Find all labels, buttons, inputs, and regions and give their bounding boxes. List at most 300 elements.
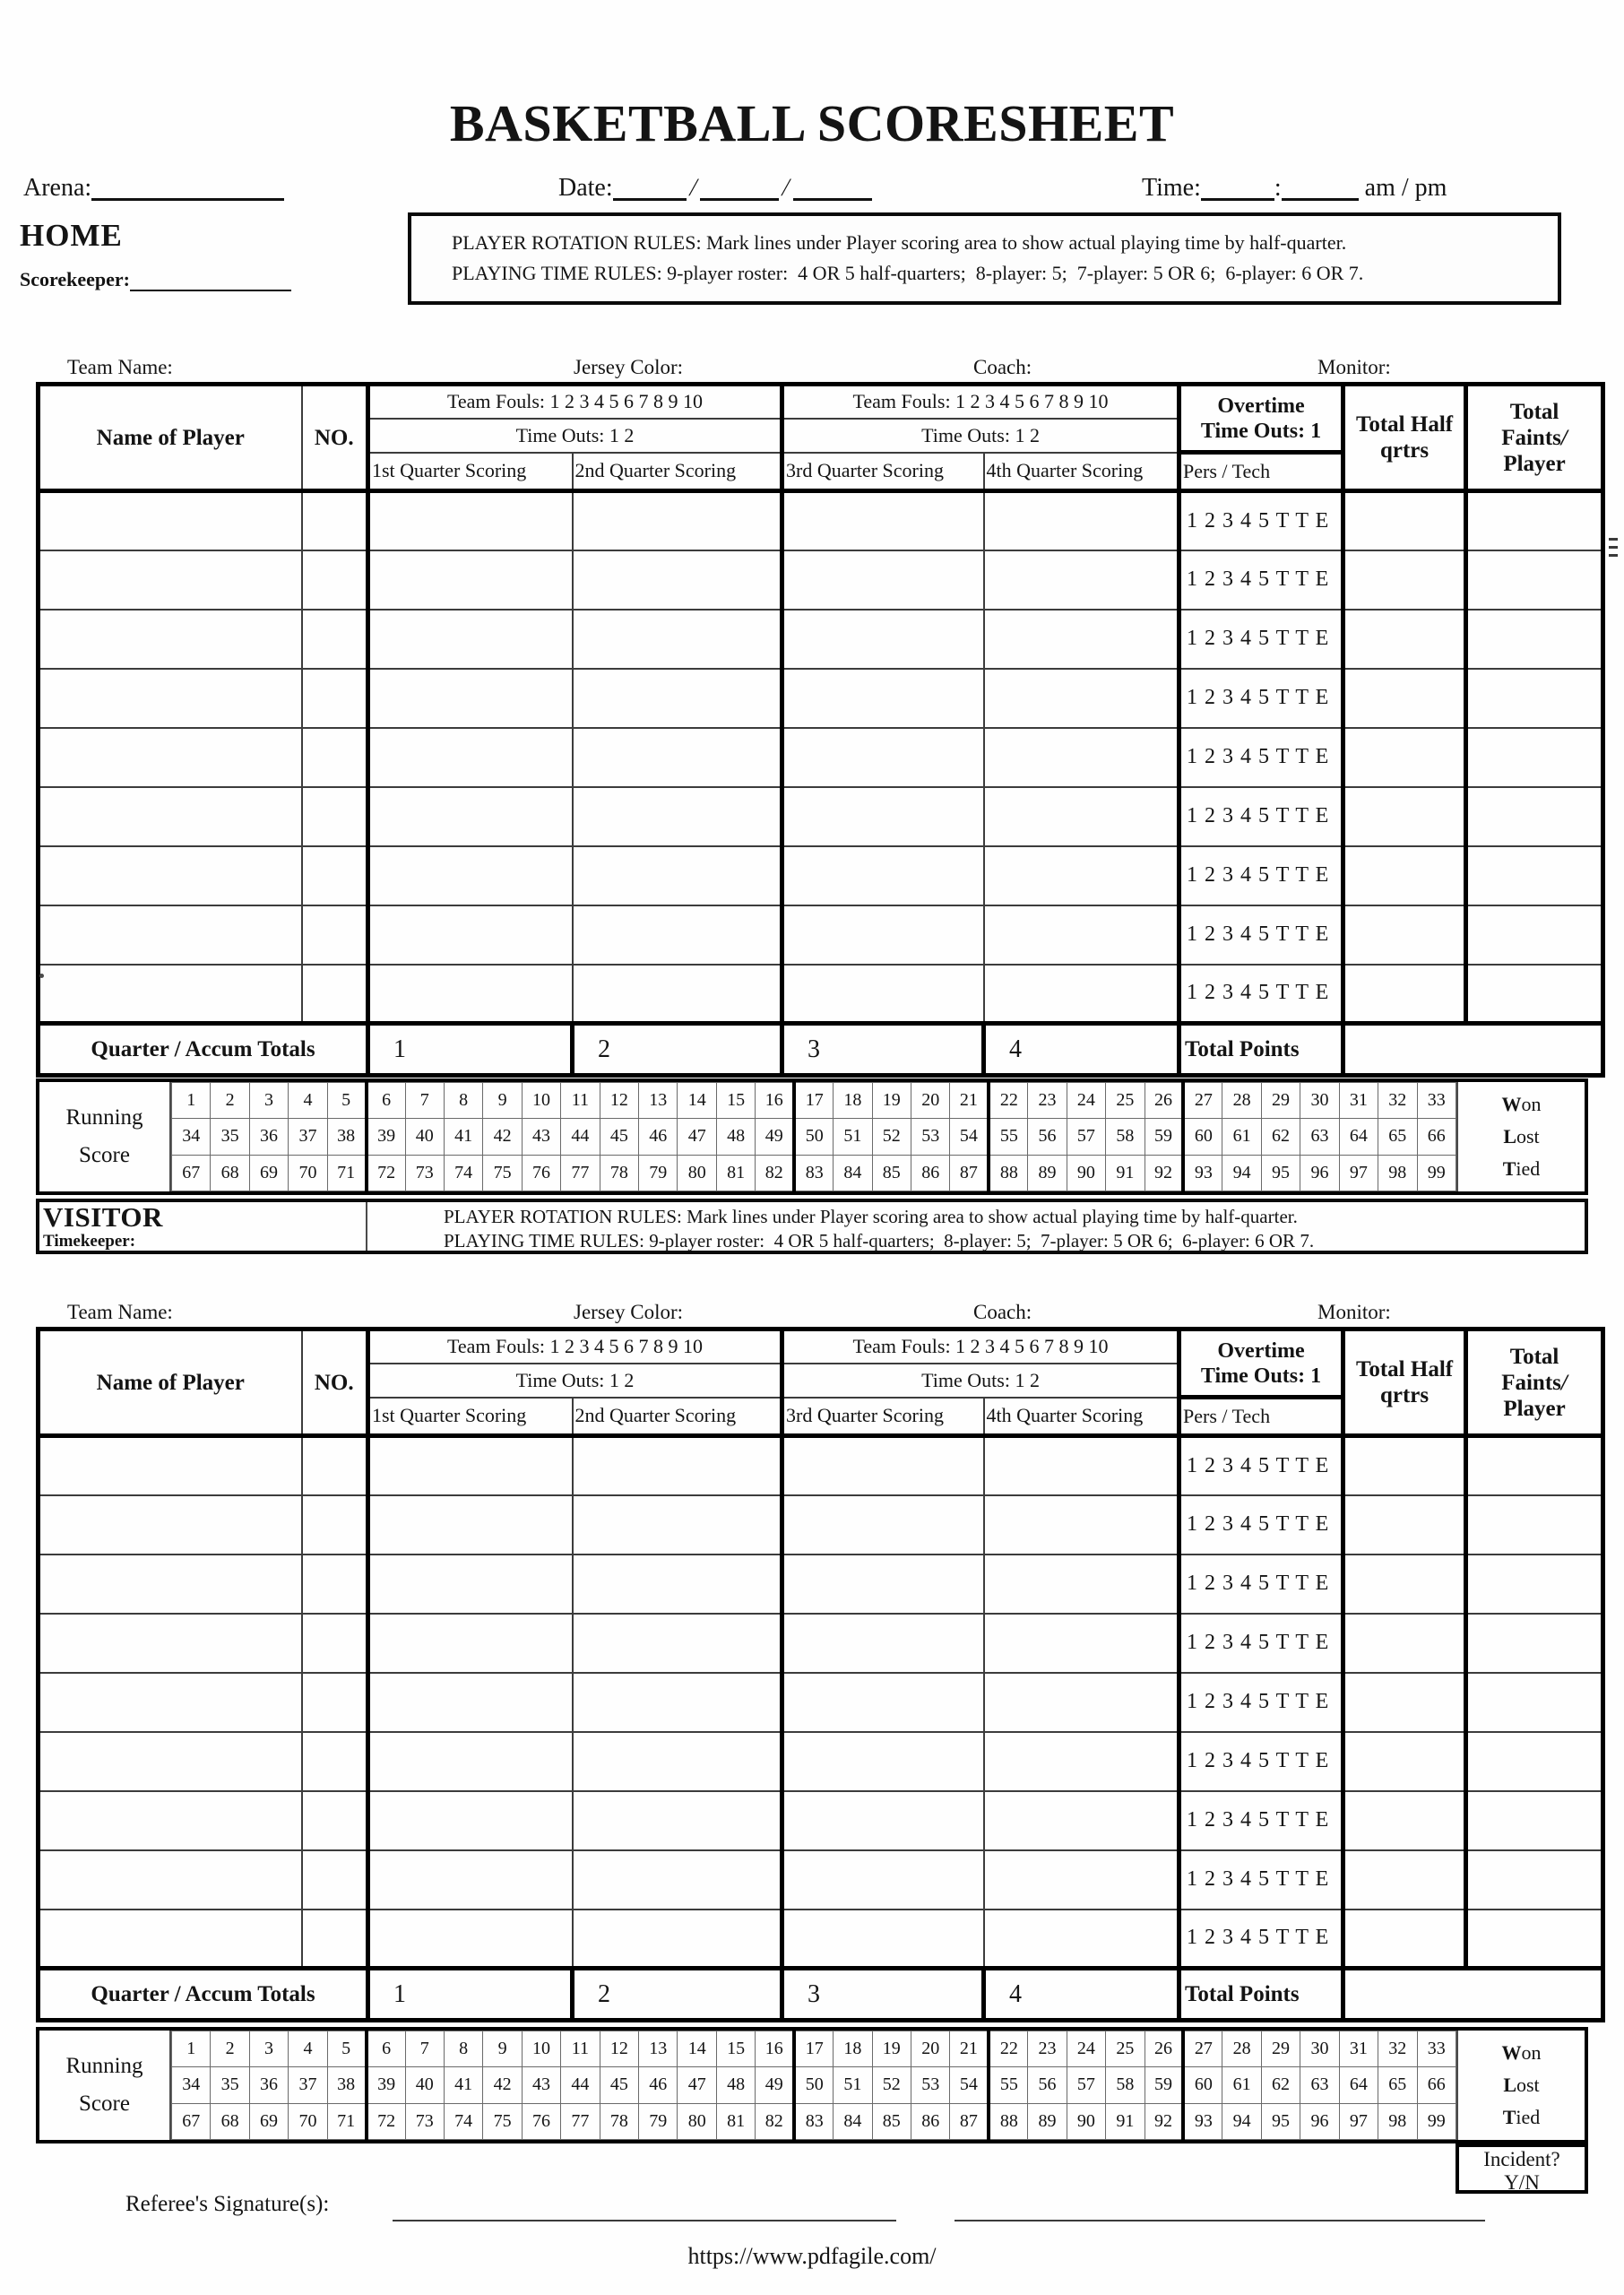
total-fouls-cell xyxy=(1466,491,1603,550)
q2-scoring-cell xyxy=(573,610,782,669)
total-fouls-player-header: Total Faints/ Player xyxy=(1466,385,1603,491)
running-score-cell: 5 xyxy=(327,1083,366,1119)
q4-scoring-cell xyxy=(984,1495,1179,1555)
player-row xyxy=(39,1673,1603,1732)
running-score-cell: 78 xyxy=(600,2103,638,2139)
running-score-cell: 55 xyxy=(989,2067,1027,2103)
quarter-3-total-cell: 3 xyxy=(782,1969,984,2021)
running-score-cell: 86 xyxy=(911,1155,950,1191)
total-half-qrtrs-cell xyxy=(1343,846,1466,905)
player-row xyxy=(39,787,1603,846)
running-score-cell: 37 xyxy=(289,1119,327,1155)
running-score-cell: 49 xyxy=(756,2067,794,2103)
total-half-qrtrs-cell xyxy=(1343,905,1466,965)
running-score-cell: 41 xyxy=(444,2067,482,2103)
footer-url[interactable]: https://www.pdfagile.com/ xyxy=(687,2243,937,2269)
total-fouls-cell xyxy=(1466,550,1603,610)
lost-label: Lost xyxy=(1503,1125,1540,1148)
running-score-cell: 52 xyxy=(872,1119,911,1155)
date-slash: / xyxy=(780,174,793,202)
running-score-cell: 50 xyxy=(794,1119,833,1155)
running-score-cell: 42 xyxy=(483,1119,522,1155)
q2-scoring-cell xyxy=(573,1436,782,1495)
total-fouls-cell xyxy=(1466,1673,1603,1732)
rules-box-home xyxy=(408,212,1561,305)
running-score-cell: 62 xyxy=(1261,2067,1300,2103)
running-score-cell: 71 xyxy=(327,2103,366,2139)
running-score-cell: 44 xyxy=(561,2067,600,2103)
running-score-cell: 3 xyxy=(249,1083,288,1119)
q1-scoring-cell xyxy=(368,669,573,728)
player-name-cell xyxy=(39,905,302,965)
q2-scoring-cell xyxy=(573,1555,782,1614)
running-score-cell: 73 xyxy=(405,1155,444,1191)
won-lost-tied-box xyxy=(1456,2031,1585,2140)
player-row xyxy=(39,965,1603,1024)
running-score-cell: 53 xyxy=(911,1119,950,1155)
running-score-cell: 19 xyxy=(872,2031,911,2067)
running-score-cell: 63 xyxy=(1300,2067,1339,2103)
total-fouls-cell xyxy=(1466,610,1603,669)
running-score-cell: 79 xyxy=(639,1155,678,1191)
running-score-cell: 57 xyxy=(1067,2067,1105,2103)
player-name-cell xyxy=(39,1436,302,1495)
running-score-cell: 59 xyxy=(1145,2067,1183,2103)
running-score-cell: 21 xyxy=(950,2031,989,2067)
running-score-cell: 40 xyxy=(405,1119,444,1155)
running-score-cell: 92 xyxy=(1145,2103,1183,2139)
lost-label: Lost xyxy=(1503,2074,1540,2096)
running-score-cell: 34 xyxy=(172,2067,211,2103)
running-score-grid xyxy=(171,1082,1456,1191)
total-fouls-cell xyxy=(1466,905,1603,965)
q1-scoring-cell xyxy=(368,550,573,610)
running-score-cell: 13 xyxy=(639,2031,678,2067)
timekeeper-label: Timekeeper: xyxy=(43,1232,136,1251)
scorekeeper-label: Scorekeeper: xyxy=(20,268,130,290)
running-score-cell: 17 xyxy=(794,2031,833,2067)
running-score-cell: 30 xyxy=(1300,1083,1339,1119)
q1-scoring-cell xyxy=(368,1436,573,1495)
personal-fouls-cell: 1 2 3 4 5 T T E xyxy=(1179,728,1343,787)
q3-scoring-cell xyxy=(782,728,984,787)
personal-fouls-cell: 1 2 3 4 5 T T E xyxy=(1179,846,1343,905)
q1-scoring-cell xyxy=(368,1673,573,1732)
total-fouls-cell xyxy=(1466,1614,1603,1673)
q2-scoring-header: 2nd Quarter Scoring xyxy=(573,453,782,491)
no-header: NO. xyxy=(302,1329,368,1436)
running-score-cell: 85 xyxy=(872,2103,911,2139)
q1-scoring-cell xyxy=(368,1555,573,1614)
total-half-qrtrs-cell xyxy=(1343,610,1466,669)
player-row xyxy=(39,1555,1603,1614)
running-score-cell: 77 xyxy=(561,1155,600,1191)
total-fouls-cell xyxy=(1466,1555,1603,1614)
personal-fouls-cell: 1 2 3 4 5 T T E xyxy=(1179,610,1343,669)
total-fouls-player-header: Total Faints/ Player xyxy=(1466,1329,1603,1436)
running-score-cell: 24 xyxy=(1067,2031,1105,2067)
timeouts-header-1st-half: Time Outs: 1 2 xyxy=(368,419,782,453)
scan-artifact xyxy=(39,974,44,978)
q4-scoring-cell xyxy=(984,728,1179,787)
running-score-cell: 98 xyxy=(1378,1155,1417,1191)
q4-scoring-cell xyxy=(984,846,1179,905)
total-fouls-cell xyxy=(1466,965,1603,1024)
running-score-cell: 45 xyxy=(600,2067,638,2103)
q3-scoring-cell xyxy=(782,669,984,728)
q1-scoring-cell xyxy=(368,905,573,965)
total-half-qrtrs-cell xyxy=(1343,1436,1466,1495)
running-score-cell: 35 xyxy=(211,2067,249,2103)
running-score-cell: 28 xyxy=(1222,1083,1261,1119)
q2-scoring-cell xyxy=(573,1614,782,1673)
running-score-cell: 86 xyxy=(911,2103,950,2139)
arena-blank-line xyxy=(91,174,284,201)
running-score-cell: 16 xyxy=(756,2031,794,2067)
q1-scoring-cell xyxy=(368,1495,573,1555)
running-score-cell: 17 xyxy=(794,1083,833,1119)
running-score-cell: 62 xyxy=(1261,1119,1300,1155)
running-score-cell: 7 xyxy=(405,2031,444,2067)
running-score-cell: 41 xyxy=(444,1119,482,1155)
date-day-blank xyxy=(700,174,779,201)
player-no-cell xyxy=(302,846,368,905)
running-score-cell: 23 xyxy=(1028,1083,1067,1119)
q4-scoring-cell xyxy=(984,1614,1179,1673)
overtime-header xyxy=(1179,1329,1343,1398)
running-score-cell: 85 xyxy=(872,1155,911,1191)
q1-scoring-cell xyxy=(368,965,573,1024)
running-score-cell: 52 xyxy=(872,2067,911,2103)
running-score-cell: 97 xyxy=(1339,1155,1378,1191)
running-score-cell: 82 xyxy=(756,2103,794,2139)
player-no-cell xyxy=(302,905,368,965)
running-score-cell: 14 xyxy=(678,2031,716,2067)
q1-scoring-header: 1st Quarter Scoring xyxy=(368,453,573,491)
player-row xyxy=(39,905,1603,965)
q1-scoring-cell xyxy=(368,1791,573,1850)
q3-scoring-header: 3rd Quarter Scoring xyxy=(782,1398,984,1436)
q2-scoring-cell xyxy=(573,550,782,610)
running-score-visitor xyxy=(36,2027,1588,2143)
running-score-cell: 65 xyxy=(1378,1119,1417,1155)
q2-scoring-cell xyxy=(573,1910,782,1969)
q2-scoring-cell xyxy=(573,1850,782,1910)
scan-artifact xyxy=(1609,538,1618,559)
running-score-cell: 79 xyxy=(639,2103,678,2139)
running-score-cell: 46 xyxy=(639,2067,678,2103)
running-score-cell: 66 xyxy=(1417,1119,1456,1155)
q3-scoring-cell xyxy=(782,846,984,905)
running-score-cell: 88 xyxy=(989,1155,1027,1191)
pers-tech-header: Pers / Tech xyxy=(1179,1398,1343,1436)
running-score-cell: 4 xyxy=(289,2031,327,2067)
running-score-cell: 8 xyxy=(444,2031,482,2067)
personal-fouls-cell: 1 2 3 4 5 T T E xyxy=(1179,491,1343,550)
team-fouls-header-2nd-half: Team Fouls: 1 2 3 4 5 6 7 8 9 10 xyxy=(782,1329,1179,1364)
totals-blank-cell xyxy=(1343,1024,1603,1076)
q3-scoring-cell xyxy=(782,1850,984,1910)
running-score-cell: 92 xyxy=(1145,1155,1183,1191)
timeouts-header-2nd-half: Time Outs: 1 2 xyxy=(782,1364,1179,1398)
player-row xyxy=(39,491,1603,550)
page-title: BASKETBALL SCORESHEET xyxy=(449,94,1175,152)
q1-scoring-cell xyxy=(368,491,573,550)
running-score-cell: 60 xyxy=(1183,2067,1222,2103)
running-score-cell: 12 xyxy=(600,1083,638,1119)
running-score-cell: 32 xyxy=(1378,1083,1417,1119)
jersey-color-label: Jersey Color: xyxy=(574,356,684,378)
total-fouls-cell xyxy=(1466,846,1603,905)
total-half-qrtrs-cell xyxy=(1343,1495,1466,1555)
q4-scoring-cell xyxy=(984,1732,1179,1791)
total-fouls-cell xyxy=(1466,1910,1603,1969)
running-score-cell: 22 xyxy=(989,1083,1027,1119)
won-lost-tied-box xyxy=(1456,1082,1585,1191)
scorekeeper-blank-line xyxy=(130,270,291,291)
running-score-cell: 44 xyxy=(561,1119,600,1155)
running-score-cell: 15 xyxy=(716,2031,755,2067)
q3-scoring-cell xyxy=(782,1673,984,1732)
running-score-cell: 91 xyxy=(1106,1155,1145,1191)
running-score-cell: 74 xyxy=(444,1155,482,1191)
running-score-label: Running Score xyxy=(39,1082,171,1191)
running-score-cell: 90 xyxy=(1067,2103,1105,2139)
player-row xyxy=(39,728,1603,787)
running-score-cell: 29 xyxy=(1261,1083,1300,1119)
q2-scoring-cell xyxy=(573,728,782,787)
running-score-cell: 78 xyxy=(600,1155,638,1191)
player-name-cell xyxy=(39,846,302,905)
personal-fouls-cell: 1 2 3 4 5 T T E xyxy=(1179,1791,1343,1850)
running-score-cell: 40 xyxy=(405,2067,444,2103)
running-score-cell: 54 xyxy=(950,1119,989,1155)
quarter-2-total-cell: 2 xyxy=(573,1024,782,1076)
player-row xyxy=(39,1495,1603,1555)
no-header: NO. xyxy=(302,385,368,491)
total-fouls-cell xyxy=(1466,1791,1603,1850)
running-score-cell: 48 xyxy=(716,2067,755,2103)
running-score-cell: 81 xyxy=(716,1155,755,1191)
running-score-cell: 9 xyxy=(483,1083,522,1119)
running-score-cell: 22 xyxy=(989,2031,1027,2067)
running-score-cell: 14 xyxy=(678,1083,716,1119)
q4-scoring-cell xyxy=(984,610,1179,669)
running-score-cell: 84 xyxy=(834,1155,872,1191)
ampm-label: am / pm xyxy=(1364,174,1447,202)
running-score-cell: 6 xyxy=(367,1083,405,1119)
running-score-cell: 93 xyxy=(1183,1155,1222,1191)
running-score-cell: 93 xyxy=(1183,2103,1222,2139)
player-name-cell xyxy=(39,669,302,728)
q2-scoring-cell xyxy=(573,491,782,550)
q4-scoring-cell xyxy=(984,491,1179,550)
player-row xyxy=(39,1732,1603,1791)
total-half-qrtrs-cell xyxy=(1343,1850,1466,1910)
running-score-cell: 2 xyxy=(211,2031,249,2067)
q3-scoring-header: 3rd Quarter Scoring xyxy=(782,453,984,491)
running-score-cell: 34 xyxy=(172,1119,211,1155)
running-score-cell: 58 xyxy=(1106,2067,1145,2103)
referee-signature-label: Referee's Signature(s): xyxy=(125,2192,330,2216)
running-score-cell: 19 xyxy=(872,1083,911,1119)
visitor-heading-cell xyxy=(39,1202,367,1251)
incident-yn: Y/N xyxy=(1504,2171,1540,2194)
running-score-cell: 60 xyxy=(1183,1119,1222,1155)
personal-fouls-cell: 1 2 3 4 5 T T E xyxy=(1179,787,1343,846)
running-score-cell: 1 xyxy=(172,2031,211,2067)
running-score-cell: 30 xyxy=(1300,2031,1339,2067)
overtime-header xyxy=(1179,385,1343,453)
q1-scoring-cell xyxy=(368,787,573,846)
q4-scoring-cell xyxy=(984,1436,1179,1495)
running-score-cell: 33 xyxy=(1417,1083,1456,1119)
total-fouls-cell xyxy=(1466,1436,1603,1495)
running-score-cell: 67 xyxy=(172,1155,211,1191)
player-no-cell xyxy=(302,1673,368,1732)
running-score-cell: 53 xyxy=(911,2067,950,2103)
quarter-2-total-cell: 2 xyxy=(573,1969,782,2021)
running-score-cell: 35 xyxy=(211,1119,249,1155)
player-name-cell xyxy=(39,491,302,550)
running-score-cell: 27 xyxy=(1183,1083,1222,1119)
running-score-cell: 75 xyxy=(483,2103,522,2139)
running-score-cell: 76 xyxy=(522,1155,560,1191)
total-half-qrtrs-header: Total Half qrtrs xyxy=(1343,385,1466,491)
quarter-1-total-cell: 1 xyxy=(368,1969,573,2021)
running-score-cell: 95 xyxy=(1261,2103,1300,2139)
running-score-cell: 61 xyxy=(1222,2067,1261,2103)
player-no-cell xyxy=(302,1555,368,1614)
player-name-cell xyxy=(39,610,302,669)
player-row xyxy=(39,550,1603,610)
coach-label: Coach: xyxy=(973,1301,1032,1323)
player-name-cell xyxy=(39,1910,302,1969)
running-score-cell: 64 xyxy=(1339,2067,1378,2103)
roster-table-home xyxy=(36,382,1605,1078)
q1-scoring-cell xyxy=(368,1732,573,1791)
running-score-cell: 9 xyxy=(483,2031,522,2067)
q1-scoring-cell xyxy=(368,728,573,787)
q3-scoring-cell xyxy=(782,1555,984,1614)
monitor-label: Monitor: xyxy=(1317,356,1391,378)
running-score-cell: 11 xyxy=(561,1083,600,1119)
personal-fouls-cell: 1 2 3 4 5 T T E xyxy=(1179,1436,1343,1495)
quarter-accum-totals-label: Quarter / Accum Totals xyxy=(39,1969,368,2021)
total-half-qrtrs-cell xyxy=(1343,1614,1466,1673)
player-no-cell xyxy=(302,1791,368,1850)
total-half-qrtrs-cell xyxy=(1343,965,1466,1024)
running-score-cell: 45 xyxy=(600,1119,638,1155)
player-no-cell xyxy=(302,610,368,669)
date-month-blank xyxy=(613,174,687,201)
time-colon: : xyxy=(1274,174,1282,202)
visitor-heading: VISITOR xyxy=(43,1201,163,1233)
coach-label: Coach: xyxy=(973,356,1032,378)
running-score-cell: 84 xyxy=(834,2103,872,2139)
total-half-qrtrs-cell xyxy=(1343,1732,1466,1791)
running-score-cell: 83 xyxy=(794,2103,833,2139)
total-half-qrtrs-cell xyxy=(1343,491,1466,550)
running-score-cell: 64 xyxy=(1339,1119,1378,1155)
running-score-cell: 63 xyxy=(1300,1119,1339,1155)
q3-scoring-cell xyxy=(782,1732,984,1791)
roster-table-visitor xyxy=(36,1327,1605,2022)
player-no-cell xyxy=(302,728,368,787)
running-score-cell: 21 xyxy=(950,1083,989,1119)
rules-line-2: PLAYING TIME RULES: 9-player roster: 4 OR 5 half-quarters; 8-player: 5; 7-player: 5 OR 6; 6-player: 6 OR 7. xyxy=(444,1230,1315,1251)
personal-fouls-cell: 1 2 3 4 5 T T E xyxy=(1179,1614,1343,1673)
player-no-cell xyxy=(302,550,368,610)
running-score-cell: 94 xyxy=(1222,1155,1261,1191)
running-score-cell: 70 xyxy=(289,2103,327,2139)
running-score-cell: 33 xyxy=(1417,2031,1456,2067)
q3-scoring-cell xyxy=(782,610,984,669)
running-score-cell: 39 xyxy=(367,2067,405,2103)
running-score-cell: 90 xyxy=(1067,1155,1105,1191)
overtime-timeouts-label: Time Outs: 1 xyxy=(1200,419,1322,443)
q2-scoring-cell xyxy=(573,787,782,846)
running-score-cell: 5 xyxy=(327,2031,366,2067)
total-fouls-cell xyxy=(1466,728,1603,787)
running-score-cell: 91 xyxy=(1106,2103,1145,2139)
running-score-cell: 32 xyxy=(1378,2031,1417,2067)
running-score-cell: 36 xyxy=(249,1119,288,1155)
roster-rows-visitor xyxy=(39,1436,1603,1969)
q1-scoring-cell xyxy=(368,1850,573,1910)
q4-scoring-cell xyxy=(984,1673,1179,1732)
q1-scoring-header: 1st Quarter Scoring xyxy=(368,1398,573,1436)
q4-scoring-cell xyxy=(984,1850,1179,1910)
total-half-qrtrs-cell xyxy=(1343,550,1466,610)
q2-scoring-cell xyxy=(573,1495,782,1555)
running-score-cell: 81 xyxy=(716,2103,755,2139)
date-year-blank xyxy=(793,174,872,201)
running-score-cell: 89 xyxy=(1028,1155,1067,1191)
running-score-cell: 96 xyxy=(1300,1155,1339,1191)
total-fouls-cell xyxy=(1466,1495,1603,1555)
player-name-cell xyxy=(39,550,302,610)
running-score-cell: 69 xyxy=(249,2103,288,2139)
running-score-cell: 89 xyxy=(1028,2103,1067,2139)
visitor-section-box xyxy=(36,1199,1588,1254)
running-score-cell: 7 xyxy=(405,1083,444,1119)
player-name-cell xyxy=(39,1495,302,1555)
incident-question: Incident? xyxy=(1483,2148,1560,2170)
player-no-cell xyxy=(302,1732,368,1791)
running-score-cell: 68 xyxy=(211,2103,249,2139)
running-score-cell: 87 xyxy=(950,1155,989,1191)
total-fouls-cell xyxy=(1466,787,1603,846)
q2-scoring-cell xyxy=(573,669,782,728)
player-no-cell xyxy=(302,787,368,846)
q1-scoring-cell xyxy=(368,846,573,905)
running-score-cell: 80 xyxy=(678,1155,716,1191)
running-score-cell: 8 xyxy=(444,1083,482,1119)
player-name-cell xyxy=(39,1850,302,1910)
total-half-qrtrs-cell xyxy=(1343,728,1466,787)
running-score-cell: 23 xyxy=(1028,2031,1067,2067)
player-row xyxy=(39,846,1603,905)
player-row xyxy=(39,669,1603,728)
personal-fouls-cell: 1 2 3 4 5 T T E xyxy=(1179,550,1343,610)
personal-fouls-cell: 1 2 3 4 5 T T E xyxy=(1179,1495,1343,1555)
player-row xyxy=(39,1910,1603,1969)
running-score-cell: 10 xyxy=(522,1083,560,1119)
roster-rows-home xyxy=(39,491,1603,1024)
team-name-label: Team Name: xyxy=(67,1301,173,1323)
running-score-cell: 3 xyxy=(249,2031,288,2067)
